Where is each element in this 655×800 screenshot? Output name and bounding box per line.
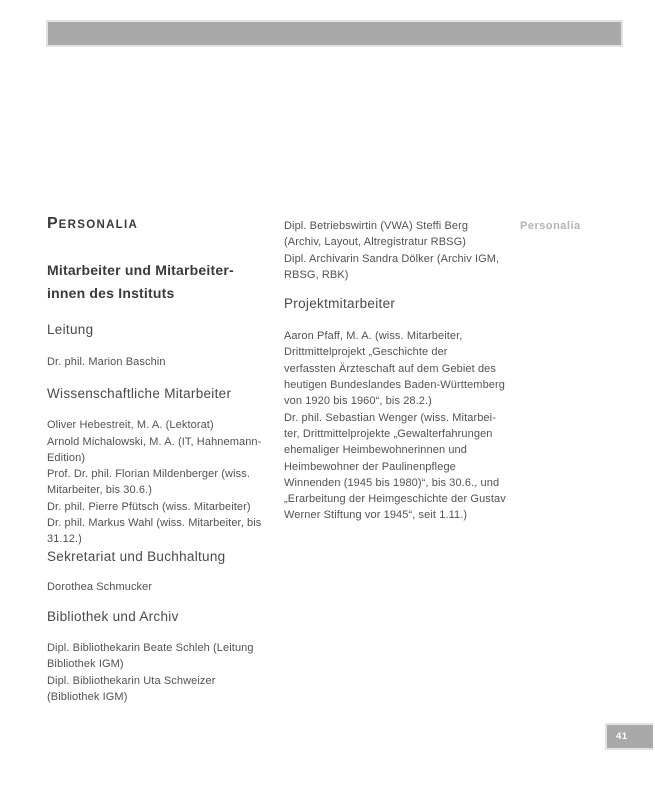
staff-line: von 1920 bis 1960“, bis 28.2.) [284, 395, 432, 408]
margin-label: Personalia [520, 220, 581, 232]
section-heading-bibliothek: Bibliothek und Archiv [47, 608, 179, 624]
staff-line: (Bibliothek IGM) [47, 690, 128, 703]
staff-line: Dr. phil. Marion Baschin [47, 356, 166, 368]
staff-line: Bibliothek IGM) [47, 658, 124, 671]
section-heading-sekretariat: Sekretariat und Buchhaltung [47, 548, 226, 564]
section-heading-wissenschaftliche-mitarbeiter: Wissenschaftliche Mitarbeiter [47, 386, 232, 402]
staff-line: Edition) [47, 451, 86, 464]
section-body-leitung [47, 354, 287, 370]
staff-line: Winnenden (1945 bis 1980)“, bis 30.6., und [284, 476, 500, 489]
section-body-sekretariat [47, 579, 287, 595]
section-body-bibliothek [47, 640, 287, 705]
staff-line: 31.12.) [47, 533, 82, 546]
staff-line: RBSG, RBK) [284, 268, 349, 281]
staff-line: Drittmittelprojekt „Geschichte der [284, 346, 448, 359]
staff-line: Arnold Michalowski, M. A. (IT, Hahnemann- [47, 435, 262, 448]
staff-line: ehemaliger Heimbewohnerinnen und [284, 444, 467, 457]
staff-line: heutigen Bundeslandes Baden-Württemberg [284, 379, 505, 392]
page-number: 41 [616, 731, 628, 742]
staff-line: Prof. Dr. phil. Florian Mildenberger (wiss. [47, 468, 250, 481]
staff-line: Werner Stiftung vor 1945“, seit 1.11.) [284, 509, 468, 522]
staff-line: (Archiv, Layout, Altregistratur RBSG) [284, 236, 466, 249]
section-heading-leitung: Leitung [47, 322, 94, 337]
staff-line: Mitarbeiter, bis 30.6.) [47, 484, 153, 497]
right-column [284, 216, 529, 524]
staff-line: ter, Drittmittelprojekte „Gewalterfahrungen [284, 427, 493, 440]
staff-line: „Erarbeitung der Heimgeschichte der Gustav [284, 493, 506, 506]
header-bar [46, 20, 623, 47]
article-title-line-1: Mitarbeiter und Mitarbeiter- [47, 262, 234, 278]
staff-line: Oliver Hebestreit, M. A. (Lektorat) [47, 419, 214, 432]
page-number-tab [605, 723, 653, 750]
staff-line: Dipl. Bibliothekarin Beate Schleh (Leitung [47, 641, 254, 654]
staff-line: Dipl. Archivarin Sandra Dölker (Archiv IGM, [284, 252, 500, 265]
section-heading-projektmitarbeiter: Projektmitarbeiter [284, 296, 396, 312]
staff-line: Dr. phil. Pierre Pfütsch (wiss. Mitarbeiter) [47, 500, 251, 513]
staff-line: Dr. phil. Sebastian Wenger (wiss. Mitarbei- [284, 411, 496, 424]
staff-line: Heimbewohner der Paulinenpflege [284, 460, 456, 473]
staff-line: Dorothea Schmucker [47, 580, 153, 593]
staff-line: Dipl. Bibliothekarin Uta Schweizer [47, 674, 216, 687]
right-column-intro [284, 218, 529, 283]
staff-line: Aaron Pfaff, M. A. (wiss. Mitarbeiter, [284, 330, 463, 343]
staff-line: Dr. phil. Markus Wahl (wiss. Mitarbeiter, bis [47, 517, 262, 530]
staff-line: verfassten Ärzteschaft auf dem Gebiet des [284, 362, 496, 375]
article-title-line-2: innen des Instituts [47, 285, 175, 301]
kicker-personalia: PERSONALIA [47, 215, 139, 232]
section-body-wissenschaftliche-mitarbeiter [47, 417, 287, 547]
article-title [47, 259, 287, 305]
staff-line: Dipl. Betriebswirtin (VWA) Steffi Berg [284, 220, 469, 232]
left-column [47, 216, 287, 705]
section-body-projektmitarbeiter [284, 328, 529, 524]
